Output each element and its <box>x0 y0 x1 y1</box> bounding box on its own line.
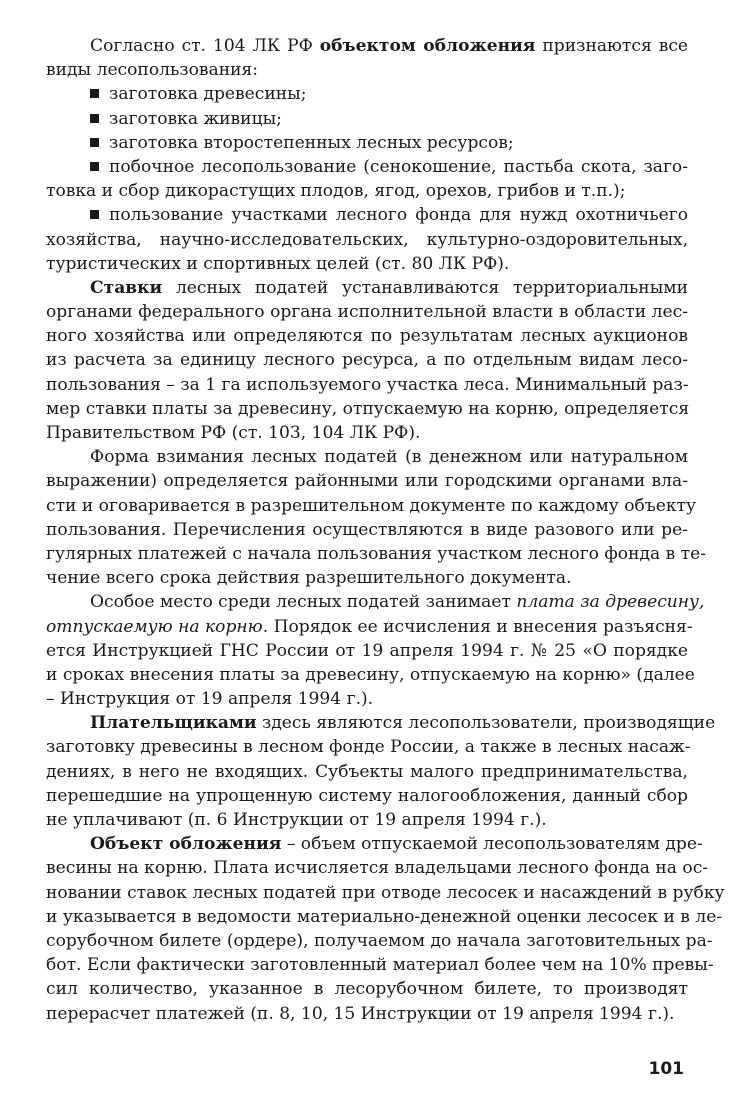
para3-line: гулярных платежей с начала пользования участком лесного фонда в те- <box>46 543 707 564</box>
para5-line: не уплачивают (п. 6 Инструкции от 19 апреля 1994 г.). <box>46 810 547 830</box>
para1-line2: виды лесопользования: <box>46 60 259 81</box>
para2-line: органами федерального органа исполнительной власти в области лес- <box>46 302 688 323</box>
para3-line: выражении) определяется районными или городскими органами вла- <box>46 471 688 492</box>
para5-line: перешедшие на упрощенную систему налогообложения, данный сбор <box>46 785 688 806</box>
para4-line1: Особое место среди лесных податей занимает плата за древесину, <box>90 592 705 613</box>
page-number: 101 <box>648 1059 684 1079</box>
para4-line: – Инструкция от 19 апреля 1994 г.). <box>46 689 374 710</box>
square-bullet-icon <box>90 138 99 147</box>
para3-line: пользования. Перечисления осуществляются в виде разового или ре- <box>46 519 688 540</box>
square-bullet-icon <box>90 89 99 98</box>
para2-line: из расчета за единицу лесного ресурса, а по отдельным видам лесо- <box>46 350 688 371</box>
para2-line1: Ставки лесных податей устанавливаются территориальными <box>90 277 688 298</box>
bullet-item: побочное лесопользование (сенокошение, пастьба скота, заго- <box>46 155 688 179</box>
para3-line: Форма взимания лесных податей (в денежном или натуральном <box>90 447 688 468</box>
bold-term-payers: Плательщиками <box>90 713 257 734</box>
para5-line: дениях, в него не входящих. Субъекты малого предпринимательства, <box>46 761 688 782</box>
para2-line: ного хозяйства или определяются по результатам лесных аукционов <box>46 326 688 347</box>
para2-line: пользования – за 1 га используемого участка леса. Минимальный раз- <box>46 374 689 395</box>
para6-line: новании ставок лесных податей при отводе лесосек и насаждений в рубку <box>46 882 725 903</box>
para5-line1: Плательщиками здесь являются лесопользователи, производящие <box>90 713 716 734</box>
square-bullet-icon <box>90 210 99 219</box>
para3-line: чение всего срока действия разрешительного документа. <box>46 568 572 589</box>
para4-line: и сроках внесения платы за древесину, отпускаемую на корню» (далее <box>46 664 695 685</box>
bold-term-object: объектом обложения <box>319 36 536 56</box>
bullet-item: заготовка живицы; <box>46 107 688 131</box>
para6-line: сил количество, указанное в лесорубочном билете, то производят <box>46 979 688 1000</box>
para6-line: и указывается в ведомости материально-денежной оценки лесосек и в ле- <box>46 906 723 927</box>
bold-term-rates: Ставки <box>90 277 163 298</box>
para6-line: перерасчет платежей (п. 8, 10, 15 Инструкции от 19 апреля 1994 г.). <box>46 1003 675 1024</box>
bullet-continuation: туристических и спортивных целей (ст. 80 ЛК РФ). <box>46 253 510 274</box>
para6-line: бот. Если фактически заготовленный материал более чем на 10% превы- <box>46 955 714 976</box>
italic-term-timber-fee: плата за древесину, <box>516 592 705 613</box>
para4-line: ется Инструкцией ГНС России от 19 апреля 1994 г. № 25 «О порядке <box>46 640 688 661</box>
para2-line: мер ставки платы за древесину, отпускаемую на корню, определяется <box>46 398 690 419</box>
para6-line1: Объект обложения – объем отпускаемой лесопользователям дре- <box>90 834 703 855</box>
italic-term-timber-fee-cont: отпускаемую на корню. <box>46 616 269 637</box>
bullet-item: заготовка второстепенных лесных ресурсов; <box>46 131 688 155</box>
square-bullet-icon <box>90 114 99 123</box>
bullet-item: заготовка древесины; <box>46 82 688 106</box>
para1-line1: Согласно ст. 104 ЛК РФ объектом обложения признаются все <box>90 36 689 56</box>
square-bullet-icon <box>90 162 99 171</box>
para5-line: заготовку древесины в лесном фонде России, а также в лесных насаж- <box>46 737 691 758</box>
page-body <box>46 34 725 1026</box>
bold-term-taxable-object: Объект обложения <box>90 834 282 855</box>
para4-line2: отпускаемую на корню. Порядок ее исчисления и внесения разъясня- <box>46 616 693 637</box>
bullet-continuation: товка и сбор дикорастущих плодов, ягод, орехов, грибов и т.п.); <box>46 181 626 202</box>
bullet-continuation: хозяйства, научно-исследовательских, культурно-оздоровительных, <box>46 229 688 250</box>
bullet-item: пользование участками лесного фонда для нужд охотничьего <box>46 203 688 227</box>
para2-line: Правительством РФ (ст. 103, 104 ЛК РФ). <box>46 423 421 443</box>
para6-line: весины на корню. Плата исчисляется владельцами лесного фонда на ос- <box>46 858 709 879</box>
para3-line: сти и оговаривается в разрешительном документе по каждому объекту <box>46 495 697 516</box>
para6-line: сорубочном билете (ордере), получаемом до начала заготовительных ра- <box>46 930 713 951</box>
